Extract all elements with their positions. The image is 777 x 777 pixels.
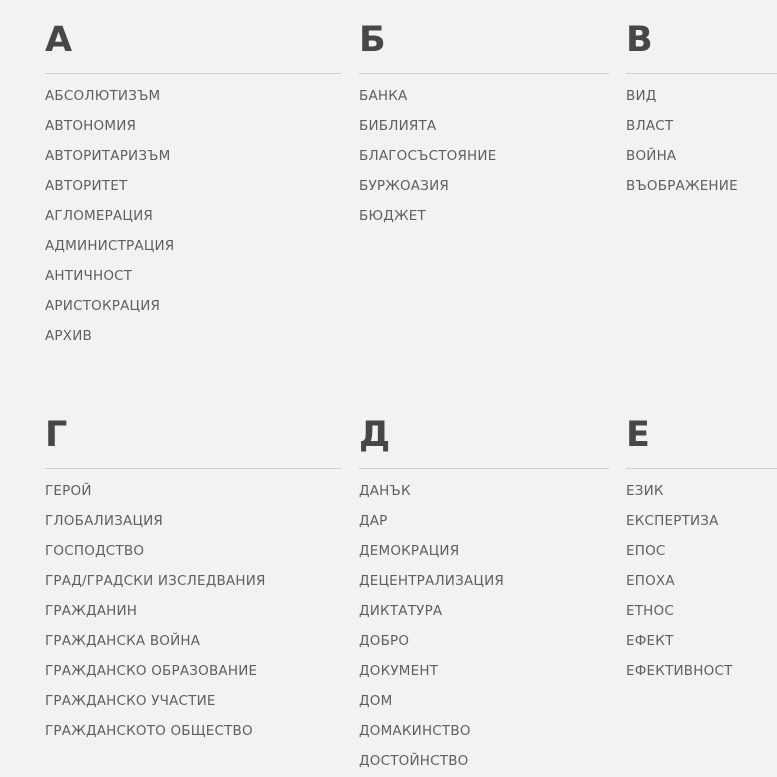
term-list bbox=[626, 476, 777, 686]
term-list bbox=[359, 81, 609, 231]
section-divider bbox=[626, 73, 777, 74]
term-link[interactable]: ГЛОБАЛИЗАЦИЯ bbox=[45, 513, 164, 529]
section-divider bbox=[359, 73, 609, 74]
term-link[interactable]: ЕЗИК bbox=[626, 483, 664, 499]
term-link[interactable]: ЕКСПЕРТИЗА bbox=[626, 513, 719, 529]
term-link[interactable]: ГРАЖДАНСКО ОБРАЗОВАНИЕ bbox=[45, 663, 258, 679]
section-divider bbox=[626, 468, 777, 469]
term-list bbox=[626, 81, 777, 201]
term-link[interactable]: ДАР bbox=[359, 513, 388, 529]
letter-section bbox=[626, 415, 777, 686]
term-link[interactable]: ЕТНОС bbox=[626, 603, 674, 619]
term-link[interactable]: ДОМ bbox=[359, 693, 393, 709]
letter-section bbox=[359, 20, 609, 231]
letter-heading: Д bbox=[359, 415, 392, 455]
term-link[interactable]: ВИД bbox=[626, 88, 657, 104]
letter-section bbox=[359, 415, 609, 776]
letter-section bbox=[626, 20, 777, 201]
term-link[interactable]: ГРАЖДАНСКО УЧАСТИЕ bbox=[45, 693, 216, 709]
letter-section bbox=[45, 415, 341, 746]
term-link[interactable]: ДОБРО bbox=[359, 633, 410, 649]
term-list bbox=[45, 476, 341, 746]
term-link[interactable]: ЕФЕКТ bbox=[626, 633, 674, 649]
term-link[interactable]: АБСОЛЮТИЗЪМ bbox=[45, 88, 161, 104]
term-list bbox=[45, 81, 341, 351]
term-link[interactable]: ВОЙНА bbox=[626, 148, 677, 164]
term-link[interactable]: ДОМАКИНСТВО bbox=[359, 723, 471, 739]
term-link[interactable]: ДЕЦЕНТРАЛИЗАЦИЯ bbox=[359, 573, 504, 589]
term-link[interactable]: БЛАГОСЪСТОЯНИЕ bbox=[359, 148, 497, 164]
term-link[interactable]: ЕПОХА bbox=[626, 573, 675, 589]
section-divider bbox=[45, 468, 341, 469]
term-link[interactable]: АГЛОМЕРАЦИЯ bbox=[45, 208, 153, 224]
term-link[interactable]: ВЪОБРАЖЕНИЕ bbox=[626, 178, 738, 194]
letter-heading: В bbox=[626, 20, 654, 60]
term-link[interactable]: БАНКА bbox=[359, 88, 408, 104]
letter-heading: Г bbox=[45, 415, 69, 455]
term-link[interactable]: ЕПОС bbox=[626, 543, 666, 559]
term-link[interactable]: ЕФЕКТИВНОСТ bbox=[626, 663, 733, 679]
term-link[interactable]: АНТИЧНОСТ bbox=[45, 268, 133, 284]
letter-section bbox=[45, 20, 341, 351]
term-link[interactable]: АВТОНОМИЯ bbox=[45, 118, 137, 134]
term-link[interactable]: АДМИНИСТРАЦИЯ bbox=[45, 238, 175, 254]
term-link[interactable]: ГРАД/ГРАДСКИ ИЗСЛЕДВАНИЯ bbox=[45, 573, 266, 589]
term-link[interactable]: АРИСТОКРАЦИЯ bbox=[45, 298, 161, 314]
term-link[interactable]: ГЕРОЙ bbox=[45, 483, 92, 499]
section-divider bbox=[359, 468, 609, 469]
term-link[interactable]: ДИКТАТУРА bbox=[359, 603, 443, 619]
term-link[interactable]: АРХИВ bbox=[45, 328, 92, 344]
letter-heading: А bbox=[45, 20, 74, 60]
term-link[interactable]: ГРАЖДАНИН bbox=[45, 603, 138, 619]
term-list bbox=[359, 476, 609, 776]
term-link[interactable]: ДОКУМЕНТ bbox=[359, 663, 439, 679]
letter-heading: Е bbox=[626, 415, 651, 455]
term-link[interactable]: ДАНЪК bbox=[359, 483, 411, 499]
term-link[interactable]: БЮДЖЕТ bbox=[359, 208, 426, 224]
term-link[interactable]: ДОСТОЙНСТВО bbox=[359, 753, 469, 769]
term-link[interactable]: ГОСПОДСТВО bbox=[45, 543, 145, 559]
term-link[interactable]: АВТОРИТАРИЗЪМ bbox=[45, 148, 171, 164]
term-link[interactable]: ГРАЖДАНСКА ВОЙНА bbox=[45, 633, 201, 649]
term-link[interactable]: АВТОРИТЕТ bbox=[45, 178, 128, 194]
term-link[interactable]: БУРЖОАЗИЯ bbox=[359, 178, 449, 194]
section-divider bbox=[45, 73, 341, 74]
term-link[interactable]: ВЛАСТ bbox=[626, 118, 674, 134]
letter-heading: Б bbox=[359, 20, 387, 60]
term-link[interactable]: ГРАЖДАНСКОТО ОБЩЕСТВО bbox=[45, 723, 253, 739]
term-link[interactable]: ДЕМОКРАЦИЯ bbox=[359, 543, 460, 559]
term-link[interactable]: БИБЛИЯТА bbox=[359, 118, 437, 134]
